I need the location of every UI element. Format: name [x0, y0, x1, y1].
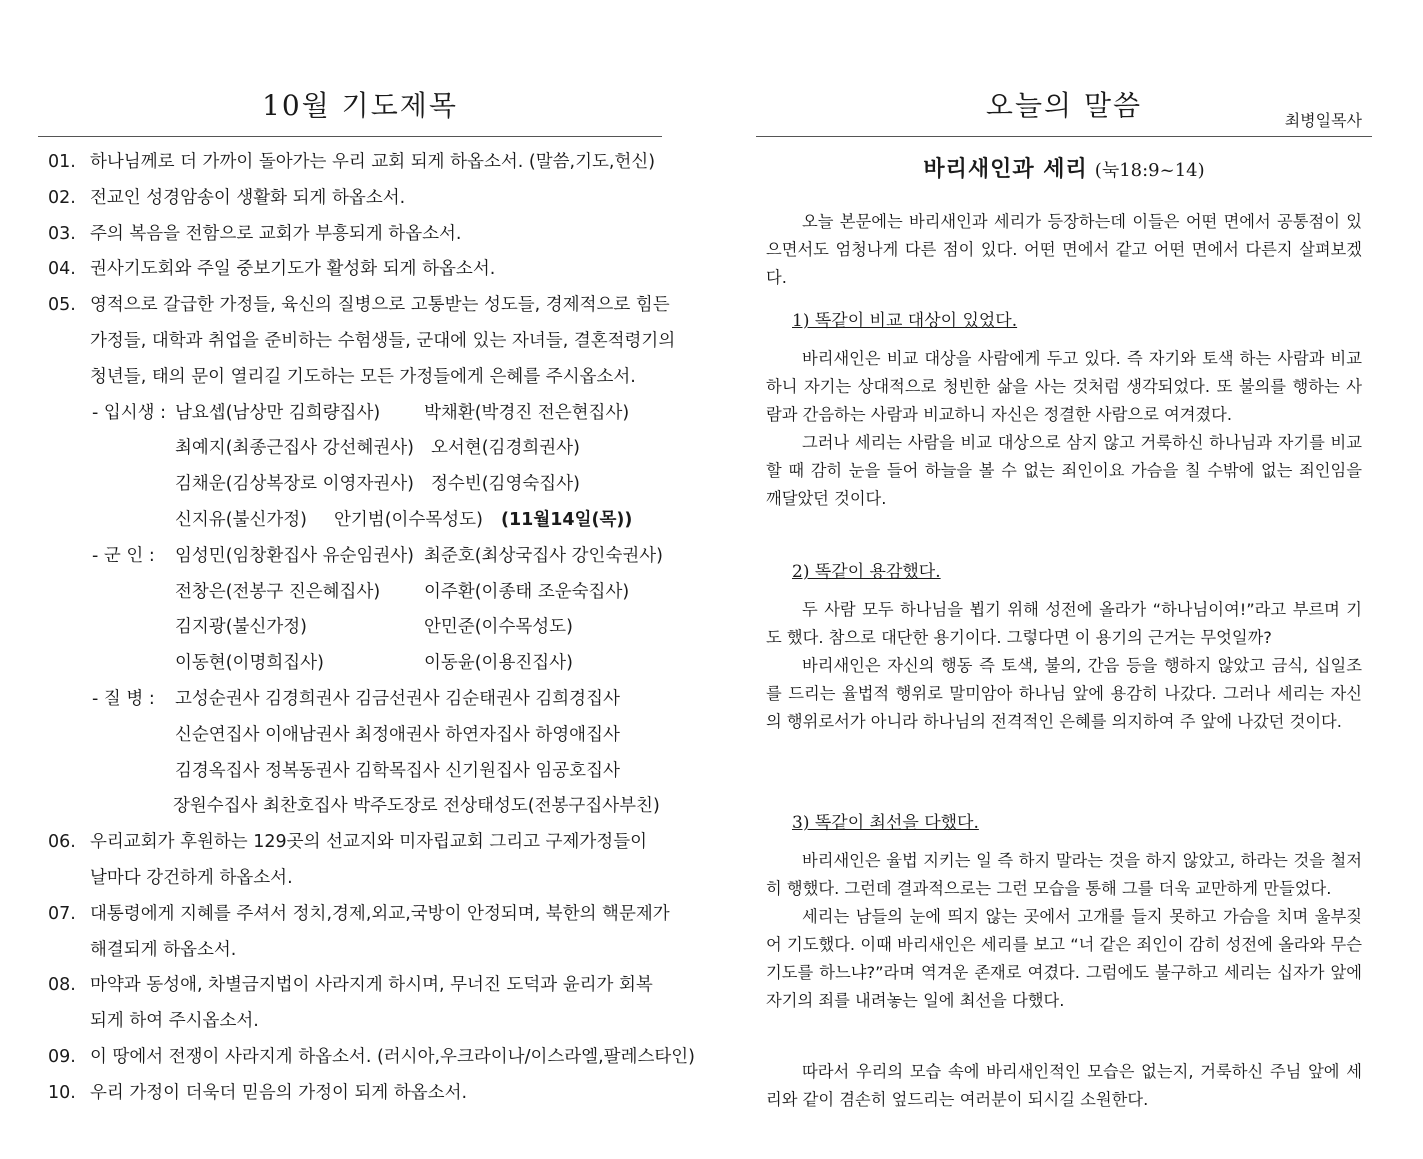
sermon-reference: (눅18:9~14) — [1094, 160, 1205, 181]
exam-name: 박채환(박경진 전은현집사) — [424, 402, 630, 423]
exam-row — [48, 467, 662, 503]
illness-row — [48, 754, 662, 790]
prayer-item-continuation: 날마다 강건하게 하옵소서. — [90, 867, 293, 888]
paragraph: 따라서 우리의 모습 속에 바리새인적인 모습은 없는지, 거룩하신 주님 앞에 세리와 같이 겸손히 엎드리는 여러분이 되시길 소원한다. — [766, 1062, 1362, 1109]
section-heading: 1) 똑같이 비교 대상이 있었다. — [792, 311, 1018, 331]
illness-row — [48, 718, 662, 754]
sermon-conclusion — [766, 1058, 1362, 1114]
sermon-title — [756, 152, 1372, 183]
prayer-item-continuation: 청년들, 태의 문이 열리길 기도하는 모든 가정들에게 은혜를 주시옵소서. — [90, 366, 636, 387]
paragraph: 그러나 세리는 사람을 비교 대상으로 삼지 않고 거룩하신 하나님과 자기를 비교할 때 감히 눈을 들어 하늘을 볼 수 없는 죄인이요 가슴을 칠 수밖에 없는 죄인임을 깨달았던 것이다. — [766, 433, 1362, 508]
sermon-intro — [766, 208, 1362, 292]
prayer-item — [48, 825, 662, 861]
prayer-item — [48, 145, 662, 181]
military-name: 전창은(전봉구 진은혜집사) — [175, 581, 381, 602]
military-name: 안민준(이수목성도) — [424, 617, 573, 638]
sermon-title-text: 바리새인과 세리 — [923, 157, 1088, 182]
prayer-item-number: 01. — [48, 152, 76, 172]
prayer-item-text: 우리교회가 후원하는 129곳의 선교지와 미자립교회 그리고 구제가정들이 — [90, 832, 648, 853]
prayer-item-number: 06. — [48, 832, 76, 853]
military-name: 김지광(불신가정) — [175, 617, 307, 638]
prayer-item-text: 전교인 성경암송이 생활화 되게 하옵소서. — [90, 187, 406, 208]
sermon-title-rule — [756, 136, 1372, 137]
prayer-item-number: 02. — [48, 187, 76, 208]
military-name: 이동윤(이용진집사) — [424, 653, 573, 674]
paragraph: 세리는 남들의 눈에 띄지 않는 곳에서 고개를 들지 못하고 가슴을 치며 울부짖어 기도했다. 이때 바리새인은 세리를 보고 “너 같은 죄인이 감히 성전에 올라와 무슨 기도를 하느냐?”라며 역겨운 존재로 여겼다. 그럼에도 불구하고 세리는 십자가 앞에 자기의 죄를 내려놓는 일에 최선을 다했다. — [766, 907, 1362, 1010]
prayer-item-continuation: 가정들, 대학과 취업을 준비하는 수험생들, 군대에 있는 자녀들, 결혼적령기의 — [90, 330, 676, 351]
paragraph: 바리새인은 자신의 행동 즉 토색, 불의, 간음 등을 행하지 않았고 금식, 십일조를 드리는 율법적 행위로 말미암아 하나님 앞에 용감히 나갔다. 그러나 세리는 자신의 행위로서가 아니라 하나님의 전격적인 은혜를 의지하여 주 앞에 나갔던 것이다. — [766, 656, 1362, 731]
prayer-item-continuation: 되게 하여 주시옵소서. — [90, 1011, 259, 1032]
military-row — [48, 610, 662, 646]
prayer-item-number: 04. — [48, 259, 76, 280]
section-heading: 2) 똑같이 용감했다. — [792, 562, 941, 582]
section-heading: 3) 똑같이 최선을 다했다. — [792, 813, 979, 833]
illness-row — [48, 682, 662, 718]
prayer-item-text: 하나님께로 더 가까이 돌아가는 우리 교회 되게 하옵소서. (말씀,기도,헌신) — [90, 152, 656, 172]
illness-names: 신순연집사 이애남권사 최정애권사 하연자집사 하영애집사 — [175, 724, 620, 745]
exam-name: 최예지(최종근집사 강선혜권사) — [175, 438, 414, 459]
exam-name: 남요셉(남상만 김희량집사) — [175, 402, 381, 423]
exam-row — [48, 503, 662, 539]
prayer-item — [48, 1076, 662, 1112]
prayer-item-text: 권사기도회와 주일 중보기도가 활성화 되게 하옵소서. — [90, 259, 496, 280]
sermon-author: 최병일목사 — [1284, 111, 1362, 130]
prayer-title: 10월 기도제목 — [262, 89, 458, 122]
military-name: 이동현(이명희집사) — [175, 653, 324, 674]
illness-names: 장원수집사 최찬호집사 박주도장로 전상태성도(전봉구집사부친) — [173, 796, 660, 817]
prayer-item — [48, 1040, 696, 1076]
prayer-item — [48, 252, 662, 288]
illness-label: - 질 병 : — [92, 688, 155, 709]
paragraph: 바리새인은 율법 지키는 일 즉 하지 말라는 것을 하지 않았고, 하라는 것을 철저히 행했다. 그런데 결과적으로는 그런 모습을 통해 그를 더욱 교만하게 만들었다. — [766, 851, 1362, 898]
exam-label: - 입시생 : — [92, 402, 167, 423]
prayer-item — [48, 217, 662, 253]
military-label: - 군 인 : — [92, 545, 155, 566]
section-body — [766, 847, 1362, 1015]
exam-name: 신지유(불신가정) — [175, 509, 307, 530]
military-row — [48, 539, 662, 575]
illness-row — [48, 789, 662, 825]
illness-names: 고성순권사 김경희권사 김금선권사 김순태권사 김희경집사 — [175, 688, 620, 709]
paragraph: 바리새인은 비교 대상을 사람에게 두고 있다. 즉 자기와 토색 하는 사람과 비교하니 자기는 상대적으로 청빈한 삶을 사는 것처럼 생각되었다. 또 불의를 행하는 사람과 간음하는 사람과 비교하니 자신은 정결한 사람으로 여겨졌다. — [766, 349, 1362, 424]
prayer-item-text: 영적으로 갈급한 가정들, 육신의 질병으로 고통받는 성도들, 경제적으로 힘든 — [90, 295, 670, 316]
prayer-item-number: 08. — [48, 975, 76, 996]
exam-name: 오서현(김경희권사) — [431, 438, 580, 459]
exam-row — [48, 431, 662, 467]
exam-date: (11월14일(목)) — [501, 509, 633, 530]
prayer-item-text: 주의 복음을 전함으로 교회가 부흥되게 하옵소서. — [90, 223, 462, 244]
paragraph: 오늘 본문에는 바리새인과 세리가 등장하는데 이들은 어떤 면에서 공통점이 있으면서도 엄청나게 다른 점이 있다. 어떤 면에서 같고 어떤 면에서 다른지 살펴보겠다. — [766, 212, 1362, 287]
prayer-item — [48, 288, 670, 324]
prayer-item-number: 07. — [48, 903, 76, 924]
prayer-item-number: 09. — [48, 1046, 76, 1067]
exam-name: 김채운(김상복장로 이영자권사) — [175, 474, 414, 495]
prayer-item-text: 우리 가정이 더욱더 믿음의 가정이 되게 하옵소서. — [90, 1082, 468, 1103]
military-name: 최준호(최상국집사 강인숙권사) — [424, 545, 663, 566]
prayer-item-continuation: 해결되게 하옵소서. — [90, 939, 237, 960]
prayer-title-rule — [38, 136, 662, 137]
sermon-column-title: 오늘의 말씀 — [985, 89, 1143, 122]
prayer-item — [48, 897, 670, 933]
prayer-item-number: 10. — [48, 1082, 76, 1103]
prayer-item-number: 05. — [48, 295, 76, 316]
military-name: 임성민(임창환집사 유순임권사) — [175, 545, 414, 566]
exam-row — [48, 396, 662, 432]
prayer-item-text: 대통령에게 지혜를 주셔서 정치,경제,외교,국방이 안정되며, 북한의 핵문제가 — [90, 903, 670, 924]
military-name: 이주환(이종태 조운숙집사) — [424, 581, 630, 602]
prayer-item-number: 03. — [48, 223, 76, 244]
exam-name: 정수빈(김영숙집사) — [431, 474, 580, 495]
exam-name: 안기범(이수목성도) — [334, 509, 483, 530]
illness-names: 김경옥집사 정복동권사 김학목집사 신기원집사 임공호집사 — [175, 760, 620, 781]
paragraph: 두 사람 모두 하나님을 뵙기 위해 성전에 올라가 “하나님이여!”라고 부르며 기도 했다. 참으로 대단한 용기이다. 그렇다면 이 용기의 근거는 무엇일까? — [766, 600, 1362, 647]
military-row — [48, 646, 662, 682]
section-body — [766, 596, 1362, 736]
prayer-item-text: 이 땅에서 전쟁이 사라지게 하옵소서. (러시아,우크라이나/이스라엘,팔레스타인) — [90, 1046, 696, 1067]
prayer-list — [48, 145, 696, 1112]
section-body — [766, 345, 1362, 513]
prayer-item-text: 마약과 동성애, 차별금지법이 사라지게 하시며, 무너진 도덕과 윤리가 회복 — [90, 975, 653, 996]
military-row — [48, 575, 662, 611]
prayer-item — [48, 181, 662, 217]
prayer-item — [48, 968, 662, 1004]
